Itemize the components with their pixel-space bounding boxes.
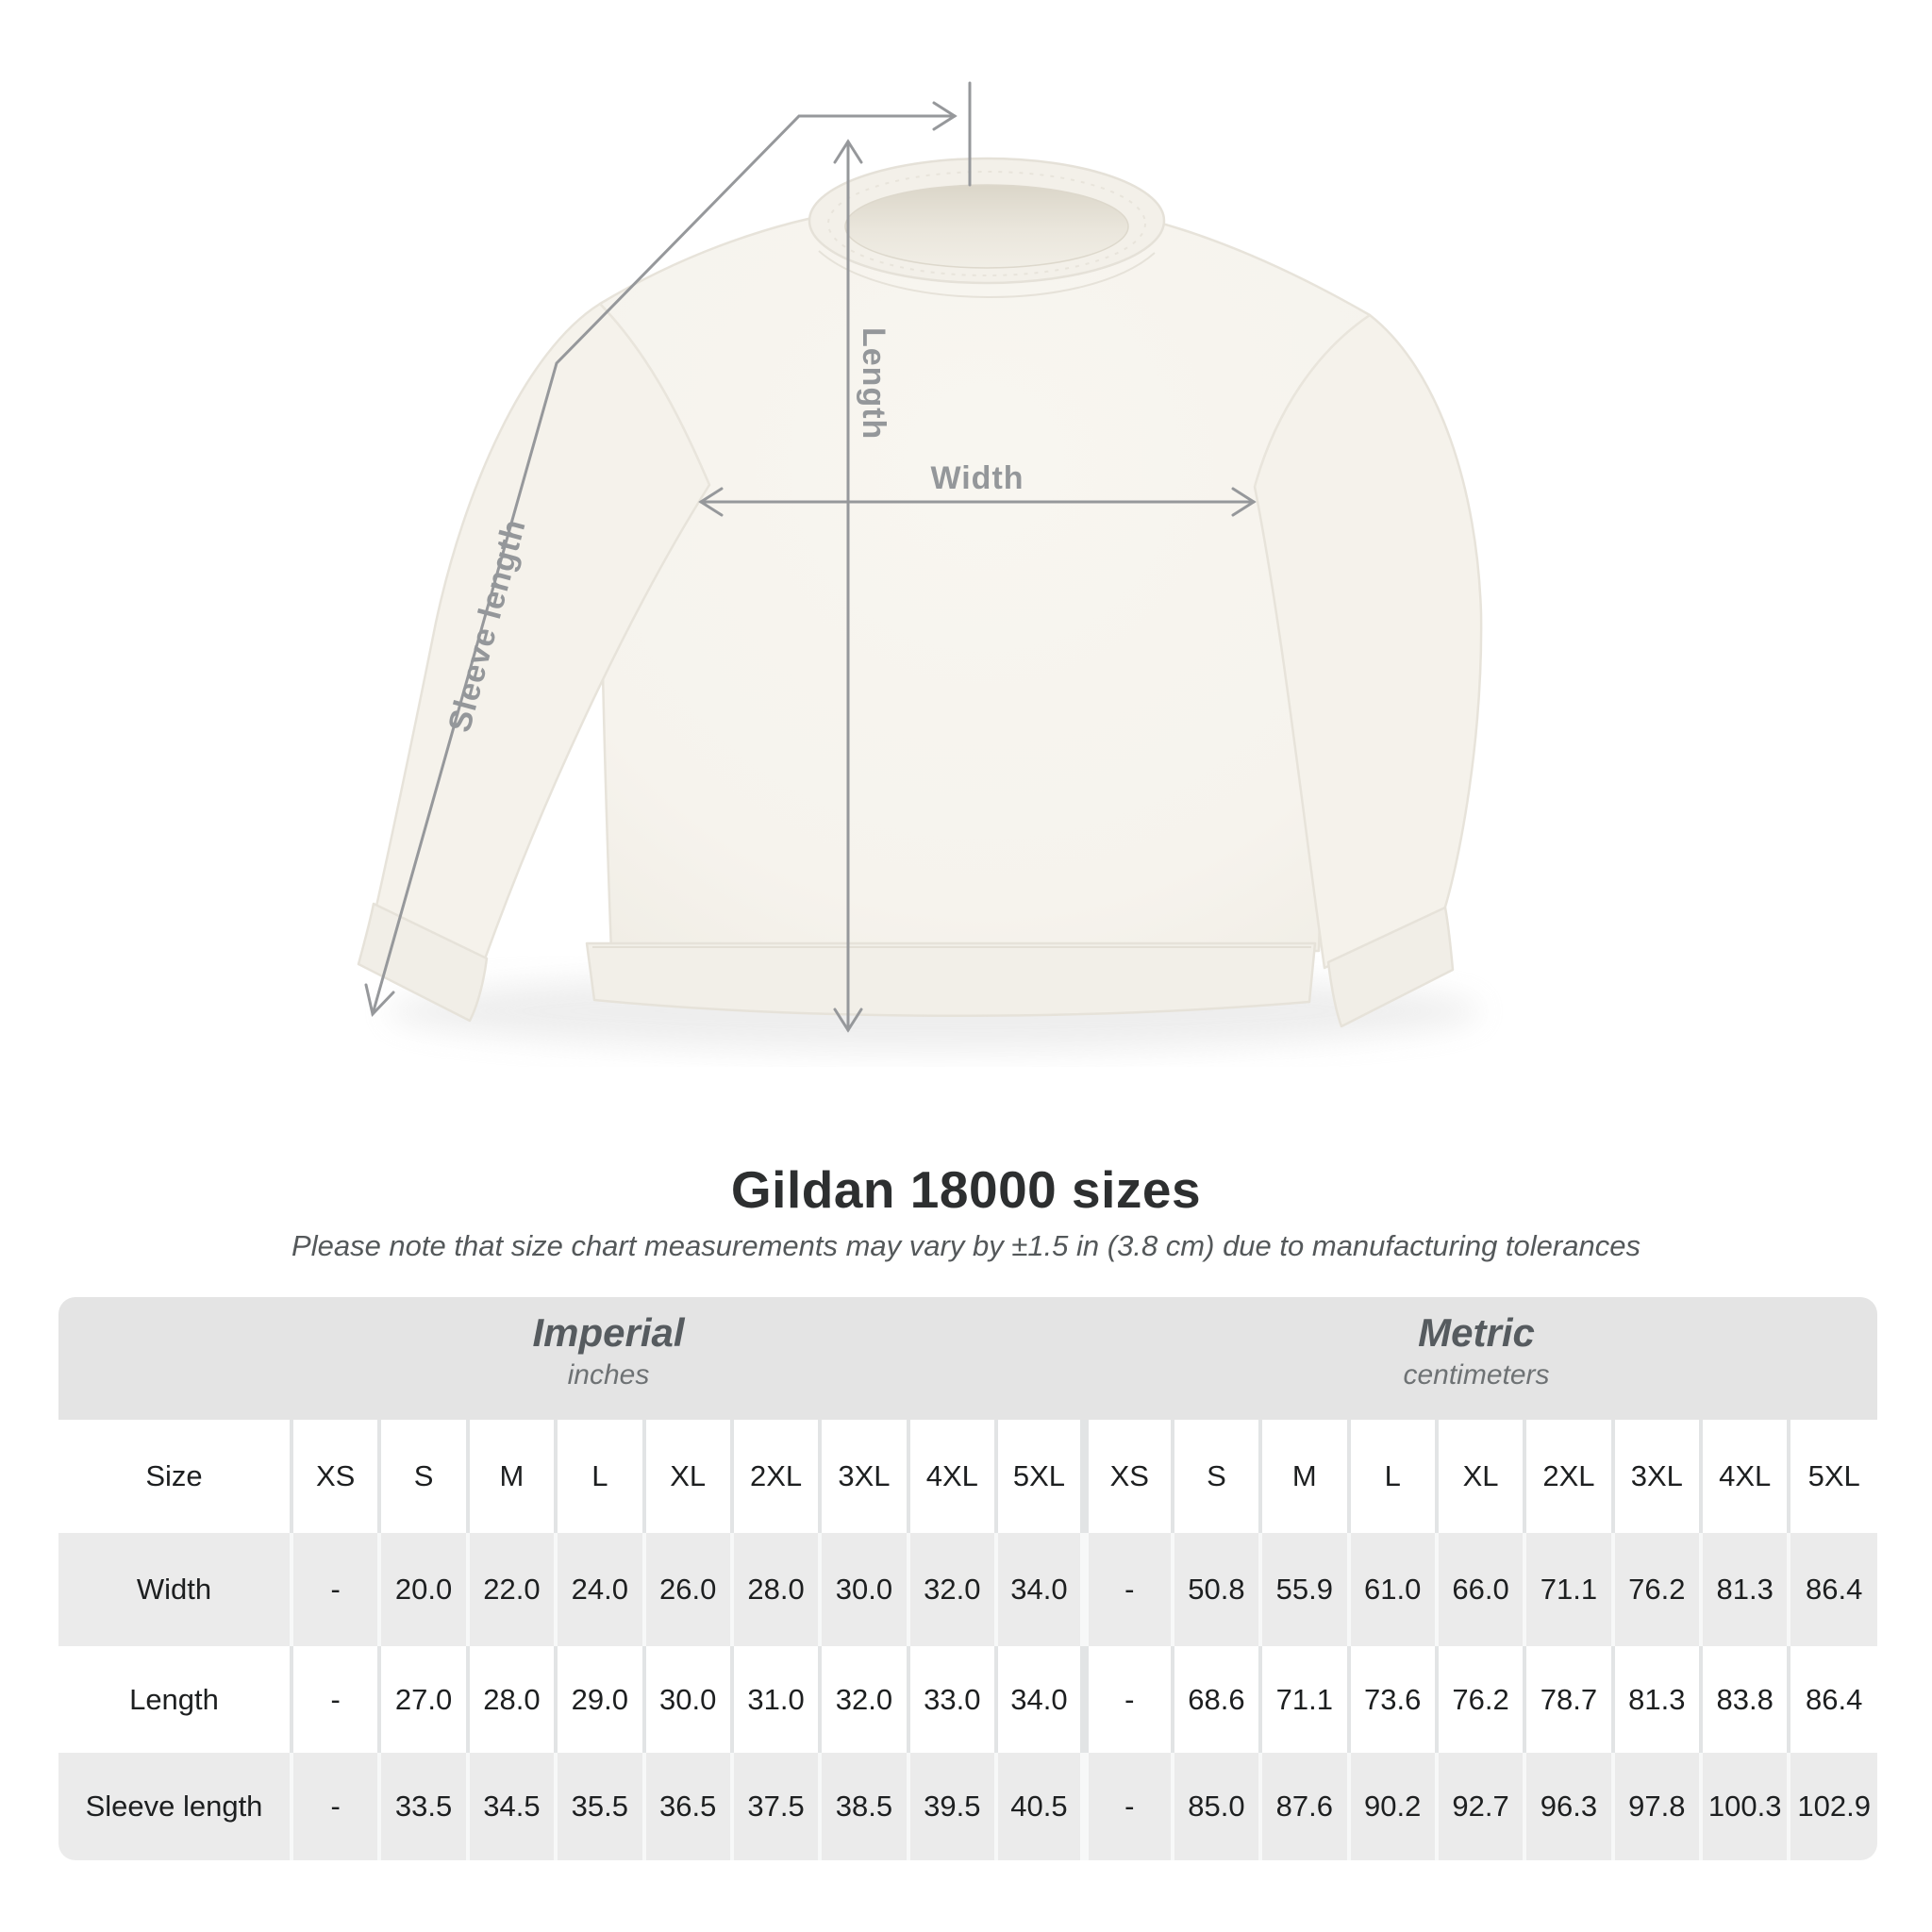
metric-size-header-M: M <box>1260 1420 1348 1533</box>
imperial-size-header-XS: XS <box>291 1420 379 1533</box>
measurement-row-sleeve-length <box>58 1753 1877 1860</box>
value-cell: 86.4 <box>1789 1646 1877 1753</box>
metric-size-header-4XL: 4XL <box>1701 1420 1789 1533</box>
imperial-label: Imperial <box>532 1310 685 1355</box>
unit-band <box>58 1297 1877 1420</box>
metric-size-header-2XL: 2XL <box>1524 1420 1612 1533</box>
value-cell: 34.5 <box>468 1753 556 1860</box>
value-cell: 32.0 <box>820 1646 908 1753</box>
imperial-size-header-3XL: 3XL <box>820 1420 908 1533</box>
value-cell: 87.6 <box>1260 1753 1348 1860</box>
value-cell: 40.5 <box>996 1753 1084 1860</box>
value-cell: - <box>1084 1646 1172 1753</box>
imperial-unit: inches <box>567 1359 650 1391</box>
imperial-size-header-4XL: 4XL <box>908 1420 996 1533</box>
value-cell: 26.0 <box>644 1533 732 1646</box>
value-cell: 39.5 <box>908 1753 996 1860</box>
value-cell: 34.0 <box>996 1646 1084 1753</box>
value-cell: 33.0 <box>908 1646 996 1753</box>
value-cell: 71.1 <box>1260 1646 1348 1753</box>
metric-size-header-XS: XS <box>1084 1420 1172 1533</box>
value-cell: 30.0 <box>820 1533 908 1646</box>
value-cell: 30.0 <box>644 1646 732 1753</box>
value-cell: 36.5 <box>644 1753 732 1860</box>
imperial-unit-group <box>532 1310 684 1391</box>
imperial-size-header-L: L <box>556 1420 643 1533</box>
value-cell: 86.4 <box>1789 1533 1877 1646</box>
row-label: Length <box>58 1646 291 1753</box>
value-cell: 24.0 <box>556 1533 643 1646</box>
value-cell: 34.0 <box>996 1533 1084 1646</box>
size-header-row <box>58 1420 1877 1533</box>
metric-unit: centimeters <box>1403 1359 1550 1391</box>
value-cell: 28.0 <box>468 1646 556 1753</box>
imperial-size-header-2XL: 2XL <box>732 1420 820 1533</box>
value-cell: 100.3 <box>1701 1753 1789 1860</box>
value-cell: 76.2 <box>1613 1533 1701 1646</box>
size-grid <box>58 1420 1877 1860</box>
value-cell: - <box>291 1646 379 1753</box>
sweatshirt-hem-band <box>587 943 1315 1016</box>
value-cell: 37.5 <box>732 1753 820 1860</box>
sleeve-measure-label: Sleeve length <box>441 514 533 737</box>
value-cell: 90.2 <box>1349 1753 1437 1860</box>
value-cell: 73.6 <box>1349 1646 1437 1753</box>
value-cell: 81.3 <box>1701 1533 1789 1646</box>
value-cell: 28.0 <box>732 1533 820 1646</box>
value-cell: 32.0 <box>908 1533 996 1646</box>
page-subtitle: Please note that size chart measurements may vary by ±1.5 in (3.8 cm) due to manufacturing tolerances <box>291 1229 1641 1262</box>
length-measure-label: Length <box>856 327 891 441</box>
value-cell: 97.8 <box>1613 1753 1701 1860</box>
imperial-size-header-XL: XL <box>644 1420 732 1533</box>
neck-opening <box>845 185 1128 268</box>
value-cell: - <box>1084 1753 1172 1860</box>
metric-size-header-XL: XL <box>1437 1420 1524 1533</box>
value-cell: 102.9 <box>1789 1753 1877 1860</box>
size-column-header: Size <box>58 1420 291 1533</box>
value-cell: 29.0 <box>556 1646 643 1753</box>
value-cell: 20.0 <box>379 1533 467 1646</box>
value-cell: 66.0 <box>1437 1533 1524 1646</box>
value-cell: 35.5 <box>556 1753 643 1860</box>
measurement-row-length <box>58 1646 1877 1753</box>
sweatshirt-image <box>358 158 1481 1026</box>
value-cell: 50.8 <box>1173 1533 1260 1646</box>
row-label: Width <box>58 1533 291 1646</box>
value-cell: 22.0 <box>468 1533 556 1646</box>
value-cell: 31.0 <box>732 1646 820 1753</box>
page-title: Gildan 18000 sizes <box>730 1159 1202 1219</box>
value-cell: 96.3 <box>1524 1753 1612 1860</box>
value-cell: 55.9 <box>1260 1533 1348 1646</box>
value-cell: - <box>1084 1533 1172 1646</box>
value-cell: 38.5 <box>820 1753 908 1860</box>
value-cell: 92.7 <box>1437 1753 1524 1860</box>
value-cell: 78.7 <box>1524 1646 1612 1753</box>
size-table <box>58 1297 1877 1860</box>
metric-size-header-S: S <box>1173 1420 1260 1533</box>
measurement-row-width <box>58 1533 1877 1646</box>
value-cell: 76.2 <box>1437 1646 1524 1753</box>
imperial-size-header-S: S <box>379 1420 467 1533</box>
value-cell: 85.0 <box>1173 1753 1260 1860</box>
value-cell: 68.6 <box>1173 1646 1260 1753</box>
metric-size-header-3XL: 3XL <box>1613 1420 1701 1533</box>
value-cell: 83.8 <box>1701 1646 1789 1753</box>
imperial-size-header-5XL: 5XL <box>996 1420 1084 1533</box>
value-cell: 33.5 <box>379 1753 467 1860</box>
imperial-size-header-M: M <box>468 1420 556 1533</box>
value-cell: 71.1 <box>1524 1533 1612 1646</box>
metric-size-header-L: L <box>1349 1420 1437 1533</box>
value-cell: 81.3 <box>1613 1646 1701 1753</box>
width-measure-label: Width <box>930 460 1024 496</box>
value-cell: 27.0 <box>379 1646 467 1753</box>
value-cell: - <box>291 1753 379 1860</box>
metric-unit-group <box>1403 1310 1549 1391</box>
sweatshirt-torso <box>600 198 1370 951</box>
value-cell: 61.0 <box>1349 1533 1437 1646</box>
row-label: Sleeve length <box>58 1753 291 1860</box>
metric-size-header-5XL: 5XL <box>1789 1420 1877 1533</box>
metric-label: Metric <box>1418 1310 1535 1355</box>
value-cell: - <box>291 1533 379 1646</box>
